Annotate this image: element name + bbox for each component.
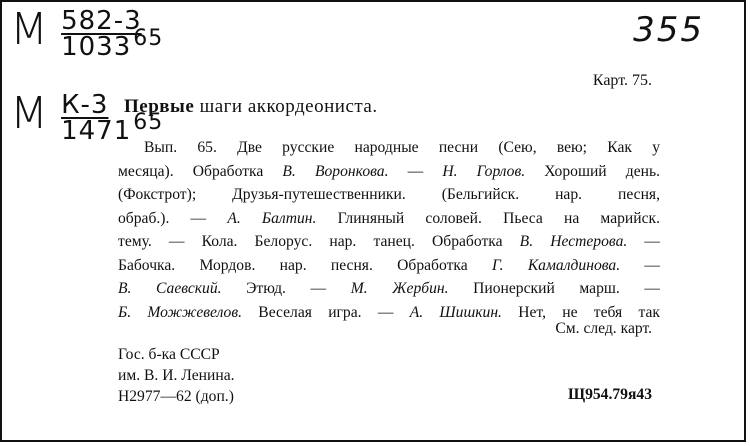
description-text: Этюд. — bbox=[221, 280, 351, 297]
description-text: — bbox=[388, 162, 443, 180]
author-name: Г. Камалдинова. bbox=[491, 256, 621, 274]
library-info bbox=[118, 344, 235, 407]
description-line bbox=[118, 136, 660, 160]
title-rest: шаги аккордеониста. bbox=[194, 96, 378, 117]
author-name: Н. Горлов. bbox=[442, 162, 526, 180]
see-next-card: См. след. карт. bbox=[555, 320, 652, 337]
description-text: Хороший день. bbox=[525, 162, 660, 180]
description-line bbox=[118, 207, 660, 231]
call-denominator: 1033 bbox=[61, 32, 132, 62]
description-line bbox=[118, 183, 660, 207]
shelfmark: Щ954.79я43 bbox=[567, 386, 652, 403]
call-letter: М bbox=[10, 4, 49, 55]
description-text: — bbox=[627, 233, 660, 250]
description-line bbox=[118, 277, 660, 301]
entry-title bbox=[124, 96, 378, 118]
entry-description bbox=[118, 136, 660, 324]
handwritten-corner-number: 355 bbox=[633, 10, 704, 50]
call-denominator-row bbox=[61, 26, 164, 62]
author-name: М. Жербин. bbox=[350, 280, 449, 297]
description-text: — bbox=[620, 256, 660, 274]
author-name: А. Шишкин. bbox=[409, 303, 502, 321]
description-text: обраб.). — bbox=[118, 209, 228, 227]
title-bold: Первые bbox=[124, 96, 195, 117]
description-text: Глиняный соловей. Пьеса на марийск. bbox=[316, 209, 660, 227]
description-text: Веселая игра. — bbox=[242, 303, 410, 321]
description-line bbox=[118, 254, 660, 278]
description-text: тему. — Кола. Белорус. нар. танец. Обработка bbox=[118, 233, 520, 250]
description-line bbox=[118, 230, 660, 254]
call-numerator: 582-3 bbox=[61, 6, 142, 36]
author-name: А. Балтин. bbox=[227, 209, 317, 227]
author-name: Б. Можжевелов. bbox=[118, 303, 243, 321]
call-suffix: 65 bbox=[133, 26, 164, 51]
library-name-2: им. В. И. Ленина. bbox=[118, 367, 235, 384]
call-letter: М bbox=[10, 88, 49, 139]
call-numerator: К-3 bbox=[61, 90, 109, 120]
author-name: В. Воронкова. bbox=[282, 162, 389, 180]
description-text: (Фокстрот); Друзья-путешественники. (Бельгийск. нар. песня, bbox=[118, 186, 660, 203]
description-text: Нет, не тебя так bbox=[501, 303, 661, 321]
library-order: Н2977—62 (доп.) bbox=[118, 388, 234, 405]
description-text: Пионерский марш. — bbox=[448, 280, 660, 297]
author-name: В. Саевский. bbox=[118, 280, 222, 297]
call-fraction bbox=[61, 6, 164, 62]
library-name: Гос. б-ка СССР bbox=[118, 346, 220, 363]
call-denominator: 1471 bbox=[61, 116, 132, 146]
description-text: Вып. 65. Две русские народные песни (Сею, вею; Как у bbox=[144, 139, 660, 156]
description-text: Бабочка. Мордов. нар. песня. Обработка bbox=[118, 256, 492, 274]
author-name: В. Нестерова. bbox=[519, 233, 628, 250]
call-suffix: 65 bbox=[133, 110, 164, 135]
handwritten-call-number-1 bbox=[10, 4, 164, 62]
card-number: Карт. 75. bbox=[592, 72, 652, 89]
description-line bbox=[118, 160, 660, 184]
description-text: месяца). Обработка bbox=[118, 162, 283, 180]
